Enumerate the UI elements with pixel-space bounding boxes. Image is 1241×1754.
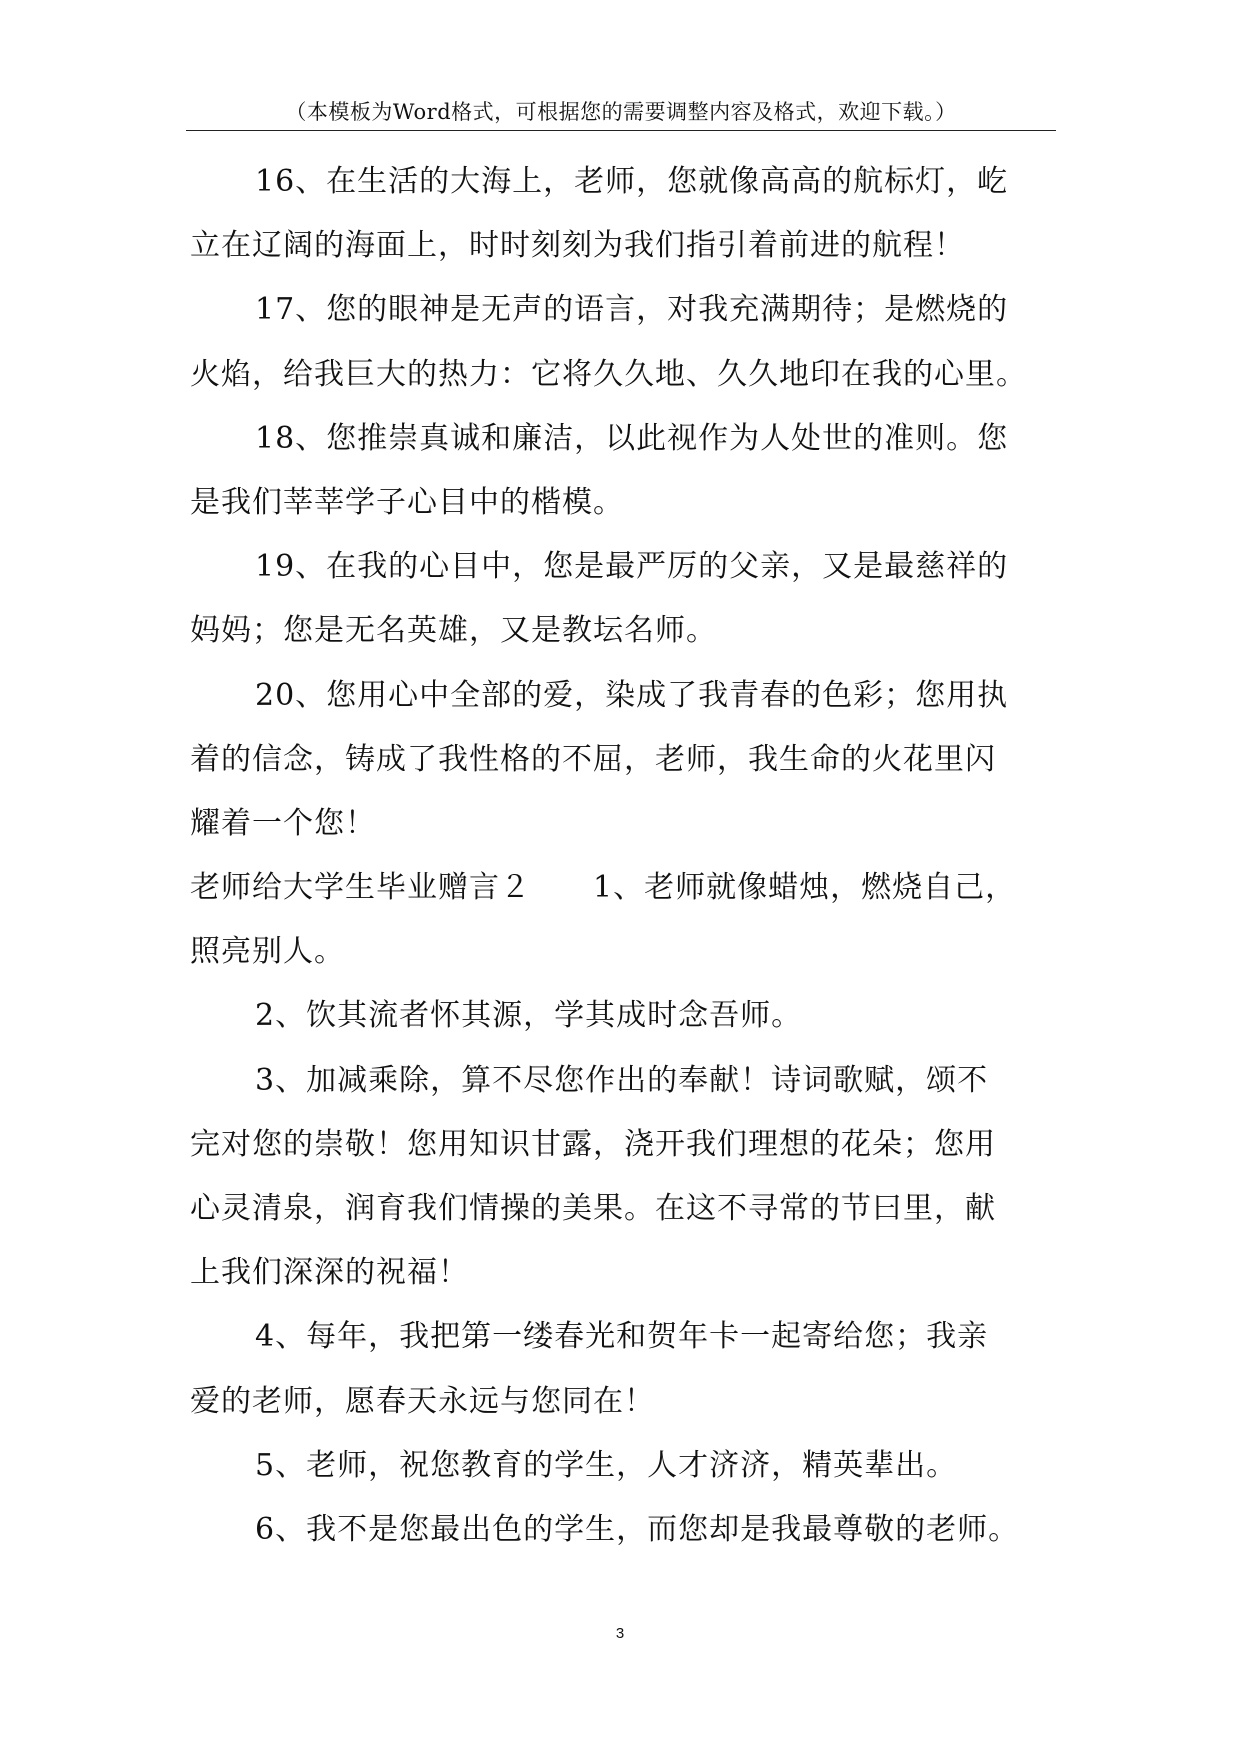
- body-line: 20、您用心中全部的爱，染成了我青春的色彩；您用执: [255, 677, 1009, 713]
- body-line: 耀着一个您！: [190, 805, 376, 841]
- body-line: 完对您的崇敬！您用知识甘露，浇开我们理想的花朵；您用: [190, 1126, 996, 1162]
- body-line: 2、饮其流者怀其源，学其成时念吾师。: [255, 998, 803, 1034]
- document-body: [190, 150, 1060, 1562]
- header-divider: [186, 130, 1056, 131]
- body-line: 6、我不是您最出色的学生，而您却是我最尊敬的老师。: [255, 1511, 1020, 1547]
- body-line: 火焰，给我巨大的热力：它将久久地、久久地印在我的心里。: [190, 356, 1027, 392]
- template-notice: （本模板为Word格式，可根据您的需要调整内容及格式，欢迎下载。）: [285, 100, 957, 124]
- body-line: 4、每年，我把第一缕春光和贺年卡一起寄给您；我亲: [255, 1319, 989, 1355]
- body-line: 17、您的眼神是无声的语言，对我充满期待；是燃烧的: [255, 292, 1009, 328]
- body-line: 照亮别人。: [190, 934, 345, 970]
- page-number: 3: [615, 1625, 625, 1642]
- body-line: 18、您推崇真诚和廉洁，以此视作为人处世的准则。您: [255, 420, 1009, 456]
- body-line: 立在辽阔的海面上，时时刻刻为我们指引着前进的航程！: [190, 228, 965, 264]
- section-heading-line: 老师给大学生毕业赠言２ 1、老师就像蜡烛，燃烧自己，: [190, 870, 1017, 906]
- body-line: 5、老师，祝您教育的学生，人才济济，精英辈出。: [255, 1447, 958, 1483]
- body-line: 着的信念，铸成了我性格的不屈，老师，我生命的火花里闪: [190, 741, 996, 777]
- body-line: 心灵清泉，润育我们情操的美果。在这不寻常的节曰里，献: [190, 1191, 996, 1226]
- body-line: 16、在生活的大海上，老师，您就像高高的航标灯，屹: [255, 164, 1009, 199]
- body-line: 19、在我的心目中，您是最严厉的父亲，又是最慈祥的: [255, 549, 1009, 585]
- body-line: 爱的老师，愿春天永远与您同在！: [190, 1383, 655, 1419]
- body-line: 是我们莘莘学子心目中的楷模。: [190, 484, 624, 520]
- body-line: 上我们深深的祝福！: [190, 1255, 469, 1291]
- body-line: 3、加减乘除，算不尽您作出的奉献！诗词歌赋，颂不: [255, 1062, 989, 1098]
- body-line: 妈妈；您是无名英雄，又是教坛名师。: [190, 613, 717, 649]
